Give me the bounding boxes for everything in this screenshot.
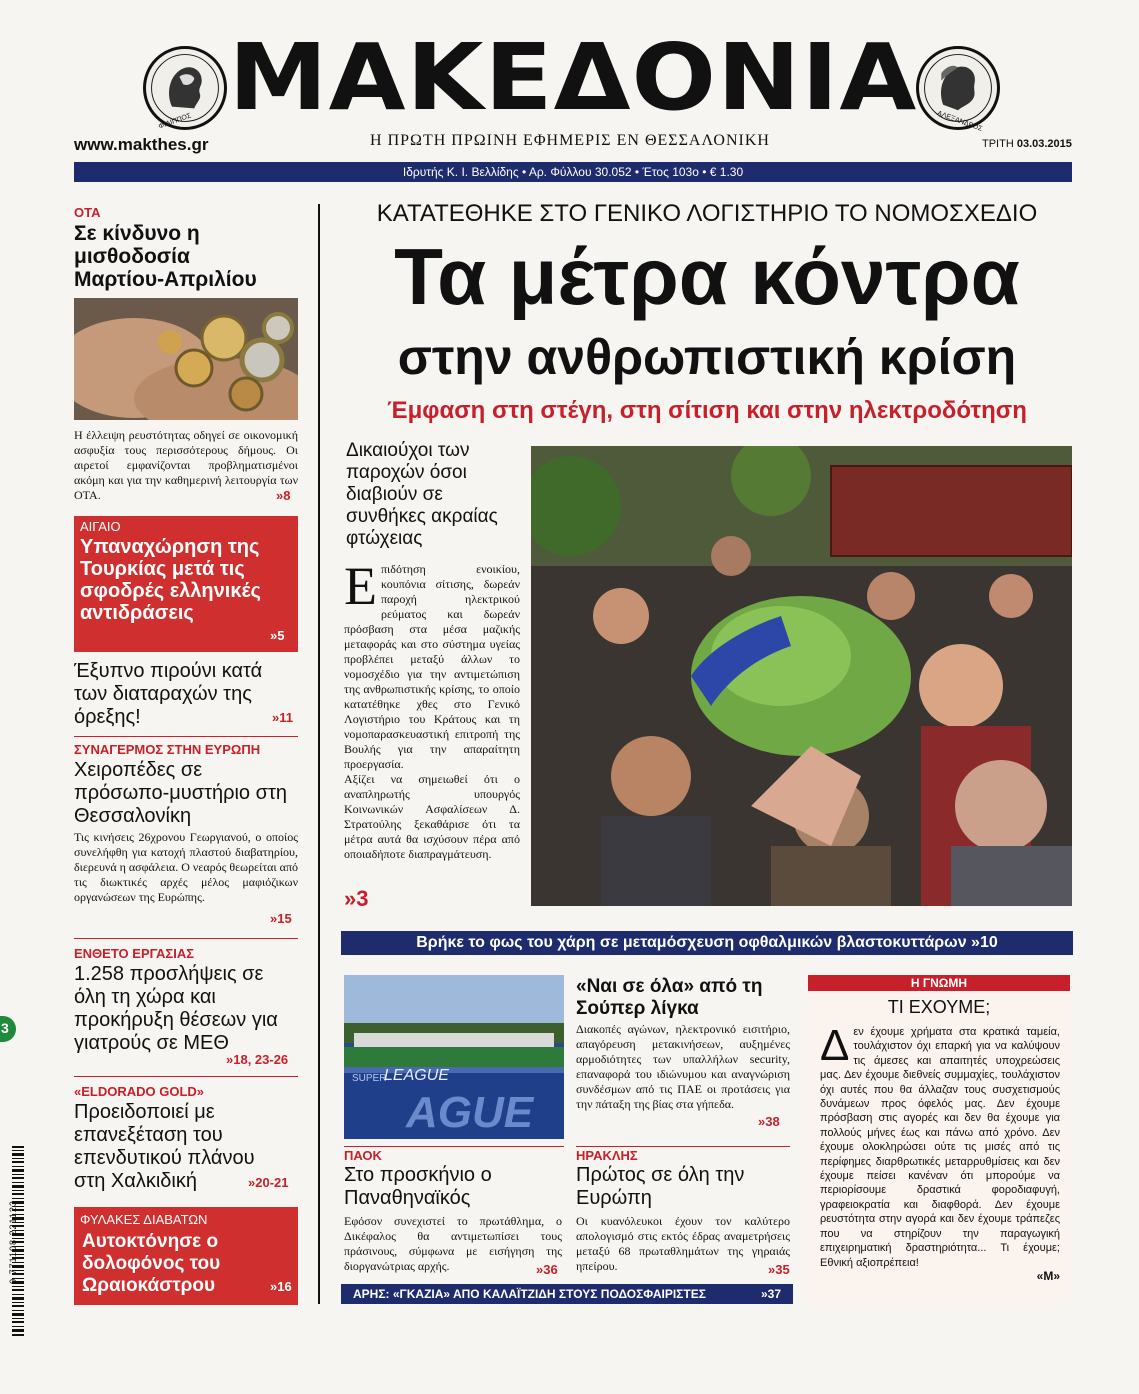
lead-dropcap: Ε: [344, 556, 377, 616]
superleague-body: Διακοπές αγώνων, ηλεκτρονικό εισιτήριο, απαγόρευση μετακινήσεων, αυξημένες αρμοδιότητες των υπαλλήλων security, επαναφορά του ιδιώνυμου και αναγνώριση συνδέσμων από τις ΠΑΕ οι προτάσεις για την πάταξη της βίας στα γήπεδα.: [576, 1022, 790, 1111]
lead-kicker: ΚΑΤΑΤΕΘΗΚΕ ΣΤΟ ΓΕΝΙΚΟ ΛΟΓΙΣΤΗΡΙΟ ΤΟ ΝΟΜΟΣΧΕΔΙΟ: [376, 200, 1038, 227]
lead-headline-line2[interactable]: στην ανθρωπιστική κρίση: [397, 329, 1017, 385]
superleague-photo-text-super: SUPER: [352, 1073, 387, 1084]
editorial-box: [808, 991, 1070, 1304]
paok-kicker: ΠΑΟΚ: [344, 1148, 382, 1163]
synagermos-kicker: ΣΥΝΑΓΕΡΜΟΣ ΣΤΗΝ ΕΥΡΩΠΗ: [74, 742, 261, 757]
ota-page-ref[interactable]: »8: [276, 488, 291, 503]
coins-photo: [74, 298, 298, 420]
blue-banner-text: Βρήκε το φως του χάρη σε μεταμόσχευση οφθαλμικών βλαστοκυττάρων: [416, 934, 967, 951]
issue-date: [982, 138, 1072, 150]
superleague-headline[interactable]: «Ναι σε όλα» από τη Σούπερ λίγκα: [576, 976, 763, 1019]
editorial-dropcap: Δ: [820, 1021, 850, 1070]
lead-pullquote: Δικαιούχοι των παροχών όσοι διαβιούν σε συνθήκες ακραίας φτώχειας: [346, 440, 498, 549]
superleague-photo-text-big: AGUE: [406, 1088, 534, 1137]
lead-body-p2: Αξίζει να σημειωθεί ότι ο αναπληρωτής υπουργός Κοινωνικών Ασφαλίσεων Δ. Στρατούλης ξεκαθάρισε ότι τα μέτρα αυτά θα ισχύσουν πέρα από οποιαδήποτε διαπραγμάτευση.: [344, 772, 520, 861]
fylakes-kicker: ΦΥΛΑΚΕΣ ΔΙΑΒΑΤΩΝ: [80, 1212, 208, 1227]
issue-day: ΤΡΙΤΗ: [982, 138, 1014, 150]
paok-body: Εφόσον συνεχιστεί το πρωτάθλημα, ο Δικέφαλος θα αντιμετωπίσει τους πράσινους, σύμφωνα με εισήγηση της διοργανώτριας αρχής.: [344, 1214, 562, 1273]
editorial-title: ΤΙ ΕΧΟΥΜΕ;: [887, 997, 991, 1017]
aigaio-page-ref: »5: [270, 628, 285, 643]
fylakes-box[interactable]: [74, 1207, 298, 1305]
ota-body: Η έλλειψη ρευστότητας οδηγεί σε οικονομική ασφυξία τους περισσότερους δήμους. Οι αιρετοί εμφανίζονται προβληματισμένοι ακόμη και για την καθημερινή λειτουργία των ΟΤΑ.: [74, 428, 298, 502]
editorial-body: εν έχουμε χρήματα στα κρατικά ταμεία, τουλάχιστον όχι επαρκή για να καλύψουν τις άμεσες και απαιτητές υποχρεώσεις μας. Δεν έχουμε διεθνείς συμμαχίες, τουλάχιστον όχι αυτές που θα άλλαζαν τους συσχετισμούς δυνάμεων προς όφελός μας. Δεν έχουμε πρόσβαση στις αγορές και δεν θα έχουμε για πολλούς μήνες έως και πάνω από χρόνο. Δεν έχουμε ολοκληρώσει ούτε τις μισές από τις περίφημες διαρθρωτικές μεταρρυθμίσεις και δεν έχουμε πείσει κανέναν ότι μπορούμε να περιορίσουμε δραστικά φοροδιαφυγή, γραφειοκρατία και διαφθορά. Δεν έχουμε ρευστότητα στην αγορά και δεν έχουμε τράπεζες που να στηρίζουν την παραγωγική επιχειρηματική δραστηριότητα... Τι έχουμε; Εθνική αξιοπρέπεια!: [820, 1026, 1060, 1269]
issue-date-value: 03.03.2015: [1016, 138, 1072, 150]
lead-headline-line1[interactable]: Τα μέτρα κόντρα: [394, 232, 1020, 321]
ergasia-headline[interactable]: 1.258 προσλήψεις σε όλη τη χώρα και προκήρυξη θέσεων για γιατρούς σε ΜΕΘ: [74, 963, 278, 1054]
lead-subhead: Έμφαση στη στέγη, στη σίτιση και στην ηλεκτροδότηση: [387, 397, 1027, 424]
divider: [74, 1076, 298, 1077]
website-link[interactable]: www.makthes.gr: [74, 135, 209, 154]
superleague-stadium-photo: [344, 975, 564, 1139]
barcode-number: 9 771108 221123: [8, 1200, 18, 1284]
aigaio-kicker: ΑΙΓΑΙΟ: [80, 519, 121, 534]
fylakes-headline: Αυτοκτόνησε ο δολοφόνος του Ωραιοκάστρου: [82, 1231, 221, 1296]
section-tab-label: 3: [1, 1020, 9, 1036]
column-divider: [318, 204, 320, 1304]
iraklis-body: Οι κυανόλευκοι έχουν τον καλύτερο απολογισμό στις εκτός έδρας αναμετρήσεις μεταξύ 68 πρωταθλημάτων της γηραιάς ηπείρου.: [576, 1214, 790, 1273]
fork-headline[interactable]: Έξυπνο πιρούνι κατά των διαταραχών της όρεξης!: [74, 660, 263, 728]
ergasia-page-ref[interactable]: »18, 23-26: [226, 1052, 289, 1067]
eldorado-kicker: «ELDORADO GOLD»: [74, 1084, 205, 1099]
lead-body: [344, 556, 520, 862]
philip-medal-label: ΦΙΛΙΠΠΟΣ: [157, 112, 193, 131]
synagermos-headline[interactable]: Χειροπέδες σε πρόσωπο-μυστήριο στη Θεσσαλονίκη: [74, 759, 287, 827]
paok-headline[interactable]: Στο προσκήνιο ο Παναθηναϊκός: [344, 1164, 492, 1209]
fork-page-ref[interactable]: »11: [272, 710, 293, 725]
iraklis-page-ref[interactable]: »35: [768, 1262, 790, 1277]
iraklis-kicker: ΗΡΑΚΛΗΣ: [576, 1148, 638, 1163]
aigaio-box[interactable]: [74, 516, 298, 652]
ota-kicker: ΟΤΑ: [74, 205, 101, 220]
synagermos-body: Τις κινήσεις 26χρονου Γεωργιανού, ο οποίος συνελήφθη για κατοχή πλαστού διαβατηρίου, διερευνά η ασφάλεια. Ο νεαρός θεωρείται από τις διωκτικές αρχές μέλος μαφιόζικων οργανώσεων της Ευρώπης.: [74, 830, 299, 904]
divider: [74, 938, 298, 939]
lead-body-p1: πιδότηση ενοικίου, κουπόνια σίτισης, δωρεάν παροχή ηλεκτρικού ρεύματος και δωρεάν πρόσβαση στα μέσα μαζικής μεταφοράς και στο σύστημα υγείας προβλέπει μεταξύ άλλων το νομοσχέδιο για την αντιμετώπιση της ανθρωπιστικής κρίσης, το οποίο κατατέθηκε χθες στο Γενικό Λογιστήριο του Κράτους και τη νομοπαρασκευαστική επιτροπή της Βουλής για την απαραίτητη προεργασία.: [344, 562, 520, 771]
lead-photo-food-distribution: [531, 446, 1072, 906]
newspaper-masthead: ΜΑΚΕΔΟΝΙΑ: [228, 24, 918, 131]
eldorado-page-ref[interactable]: »20-21: [248, 1175, 289, 1190]
editorial-signature: «Μ»: [1036, 1269, 1060, 1283]
divider: [74, 736, 298, 737]
lead-page-ref-text: »3: [344, 886, 369, 911]
section-tab: [0, 1016, 16, 1042]
divider: [576, 1146, 790, 1147]
aigaio-headline: Υπαναχώρηση της Τουρκίας μετά τις σφοδρές ελληνικές αντιδράσεις: [80, 536, 261, 624]
blue-headline-banner[interactable]: [341, 931, 1073, 955]
superleague-page-ref[interactable]: »38: [758, 1114, 780, 1129]
eldorado-headline[interactable]: Προειδοποιεί με επανεξέταση του επενδυτικού πλάνου στη Χαλκιδική: [74, 1101, 255, 1192]
ergasia-kicker: ΕΝΘΕΤΟ ΕΡΓΑΣΙΑΣ: [74, 946, 195, 961]
editorial-label: Η ΓΝΩΜΗ: [808, 975, 1070, 991]
synagermos-page-ref[interactable]: »15: [270, 911, 292, 926]
aris-banner-ref: »37: [760, 1287, 781, 1301]
paok-page-ref[interactable]: »36: [536, 1262, 558, 1277]
editorial-body-wrap: [820, 1021, 1060, 1270]
divider: [344, 1146, 564, 1147]
blue-banner-ref: »10: [971, 934, 998, 951]
masthead-slogan: Η ΠΡΩΤΗ ΠΡΩΙΝΗ ΕΦΗΜΕΡΙΣ ΕΝ ΘΕΣΣΑΛΟΝΙΚΗ: [370, 132, 770, 149]
fylakes-page-ref: »16: [270, 1279, 292, 1294]
iraklis-headline[interactable]: Πρώτος σε όλη την Ευρώπη: [576, 1164, 745, 1209]
lead-page-ref[interactable]: [344, 886, 368, 912]
issue-info-bar: Ιδρυτής Κ. Ι. Βελλίδης • Αρ. Φύλλου 30.052 • Έτος 103ο • € 1.30: [74, 162, 1072, 182]
alexander-medal-label: ΑΛΕΞΑΝΔΡΟΣ: [936, 110, 984, 133]
superleague-photo-text-league: LEAGUE: [384, 1067, 449, 1084]
aris-banner-text: ΑΡΗΣ: «ΓΚΑΖΙΑ» ΑΠΟ ΚΑΛΑΪΤΖΙΔΗ ΣΤΟΥΣ ΠΟΔΟΣΦΑΙΡΙΣΤΕΣ: [353, 1287, 706, 1301]
aris-banner[interactable]: [341, 1284, 793, 1304]
ota-headline[interactable]: Σε κίνδυνο η μισθοδοσία Μαρτίου-Απριλίου: [74, 222, 257, 291]
